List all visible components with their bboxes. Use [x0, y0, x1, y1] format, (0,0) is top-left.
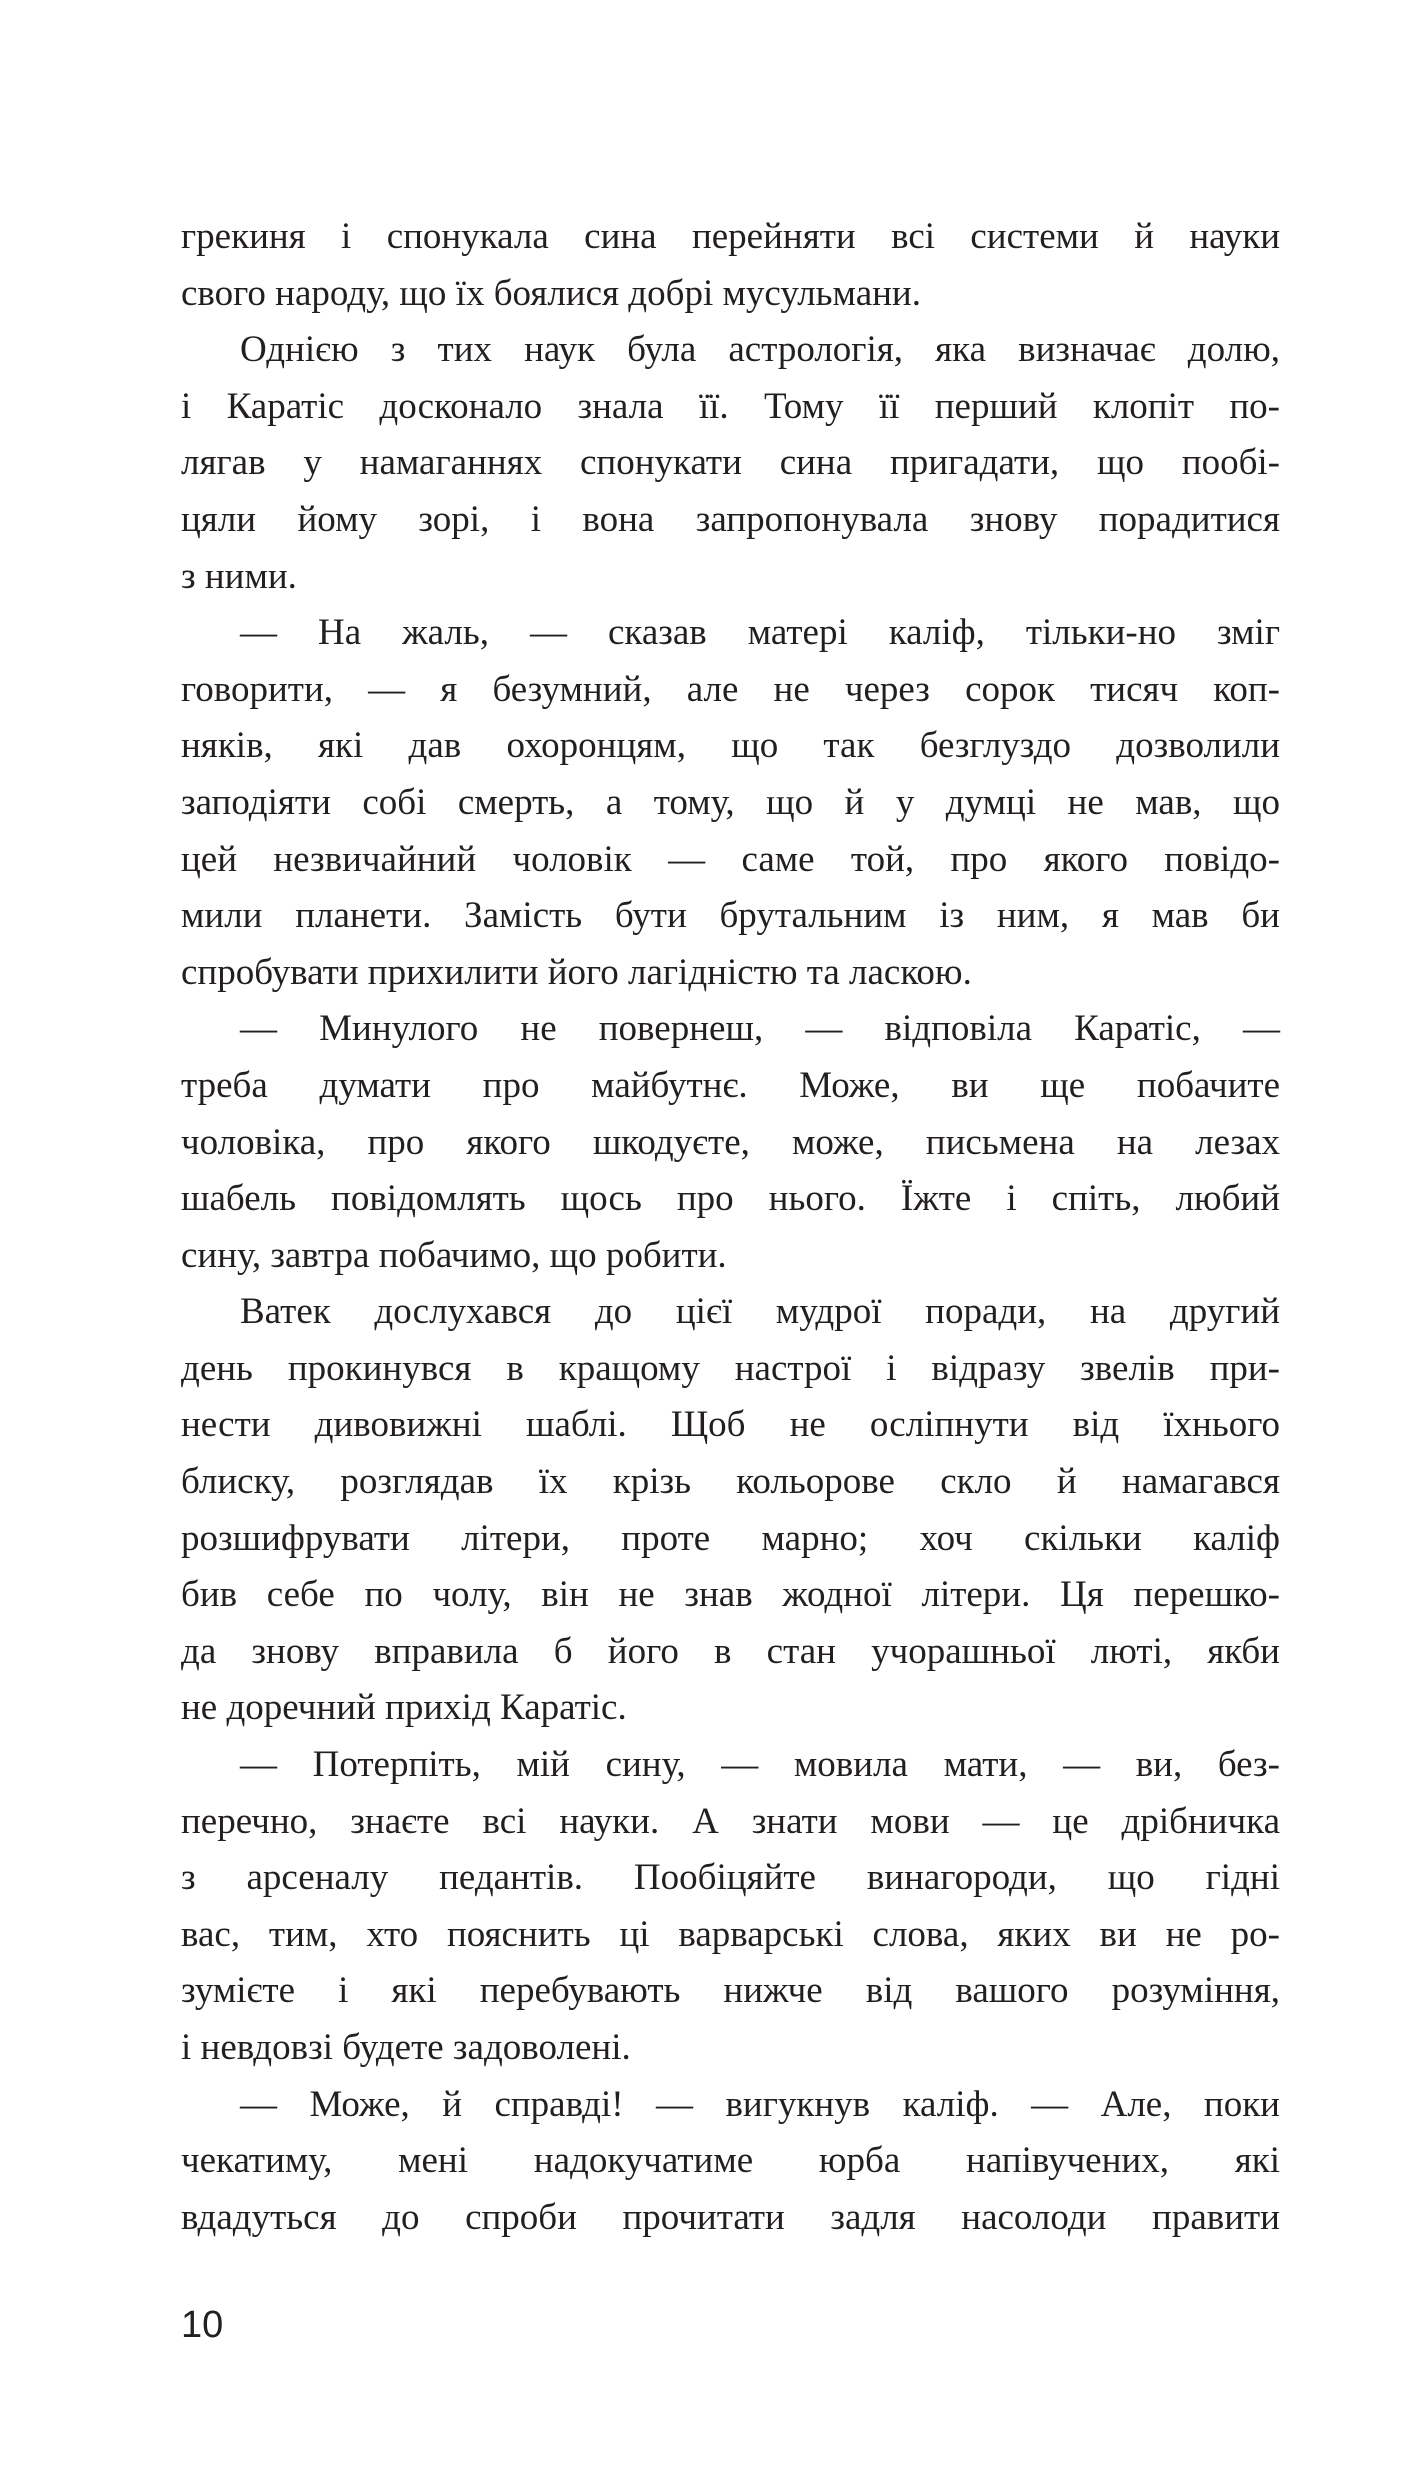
- text-line: нести дивовижні шаблі. Щоб не осліпнути від їхнього: [181, 1404, 1280, 1446]
- text-line: Ватек дослухався до цієї мудрої поради, на другий: [240, 1291, 1280, 1333]
- body-text: [181, 209, 1280, 2246]
- text-line: не доречний прихід Каратіс.: [181, 1687, 627, 1729]
- text-line: день прокинувся в кращому настрої і відразу звелів при-: [181, 1347, 1280, 1389]
- text-line: сину, завтра побачимо, що робити.: [181, 1234, 727, 1276]
- text-line: чоловіка, про якого шкодуєте, може, письмена на лезах: [181, 1121, 1280, 1163]
- text-line: говорити, — я безумний, але не через сорок тисяч коп-: [181, 668, 1280, 710]
- text-line: — На жаль, — сказав матері каліф, тільки-но зміг: [240, 612, 1280, 654]
- text-line: грекиня і спонукала сина перейняти всі системи й науки: [181, 216, 1280, 257]
- text-line: вас, тим, хто пояснить ці варварські слова, яких ви не ро-: [181, 1913, 1280, 1955]
- text-line: перечно, знаєте всі науки. А знати мови — це дрібничка: [181, 1800, 1280, 1842]
- text-line: свого народу, що їх боялися добрі мусульмани.: [181, 272, 921, 314]
- text-line: заподіяти собі смерть, а тому, що й у думці не мав, що: [181, 781, 1280, 823]
- text-line: — Минулого не повернеш, — відповіла Каратіс, —: [240, 1008, 1280, 1050]
- paragraph: [181, 1284, 1280, 1737]
- text-line: цей незвичайний чоловік — саме той, про якого повідо-: [181, 838, 1280, 880]
- paragraph: [181, 2077, 1280, 2247]
- paragraph: [181, 322, 1280, 605]
- text-line: бив себе по чолу, він не знав жодної літери. Ця перешко-: [181, 1574, 1280, 1616]
- paragraph: [181, 209, 1280, 322]
- text-line: і невдовзі будете задоволені.: [181, 2027, 631, 2068]
- text-line: і Каратіс досконало знала її. Тому її перший клопіт по-: [181, 385, 1280, 427]
- text-line: няків, які дав охоронцям, що так безглуздо дозволили: [181, 725, 1280, 767]
- paragraph: [181, 1737, 1280, 2077]
- text-line: розшифрувати літери, проте марно; хоч скільки каліф: [181, 1517, 1280, 1559]
- text-line: да знову вправила б його в стан учорашньої люті, якби: [181, 1630, 1280, 1672]
- paragraph: [181, 605, 1280, 1001]
- text-line: вдадуться до спроби прочитати задля насолоди правити: [181, 2196, 1280, 2238]
- text-line: — Може, й справді! — вигукнув каліф. — Але, поки: [240, 2083, 1280, 2125]
- text-line: блиску, розглядав їх крізь кольорове скло й намагався: [181, 1461, 1280, 1503]
- text-line: Однією з тих наук була астрологія, яка визначає долю,: [240, 329, 1280, 371]
- text-line: з ними.: [181, 555, 297, 597]
- text-line: цяли йому зорі, і вона запропонувала знову порадитися: [181, 498, 1280, 540]
- text-line: зумієте і які перебувають нижче від вашого розуміння,: [181, 1970, 1280, 2012]
- text-line: спробувати прихилити його лагідністю та ласкою.: [181, 951, 972, 993]
- text-line: мили планети. Замість бути брутальним із ним, я мав би: [181, 895, 1280, 937]
- paragraph: [181, 1001, 1280, 1284]
- text-line: лягав у намаганнях спонукати сина пригадати, що пообі-: [181, 442, 1280, 484]
- page-number: 10: [181, 2304, 224, 2346]
- text-line: треба думати про майбутнє. Може, ви ще побачите: [181, 1064, 1280, 1106]
- text-line: шабель повідомлять щось про нього. Їжте і спіть, любий: [181, 1178, 1280, 1220]
- text-line: — Потерпіть, мій сину, — мовила мати, — ви, без-: [240, 1744, 1280, 1786]
- text-line: з арсеналу педантів. Пообіцяйте винагороди, що гідні: [181, 1857, 1280, 1899]
- text-line: чекатиму, мені надокучатиме юрба напівучених, які: [181, 2140, 1280, 2182]
